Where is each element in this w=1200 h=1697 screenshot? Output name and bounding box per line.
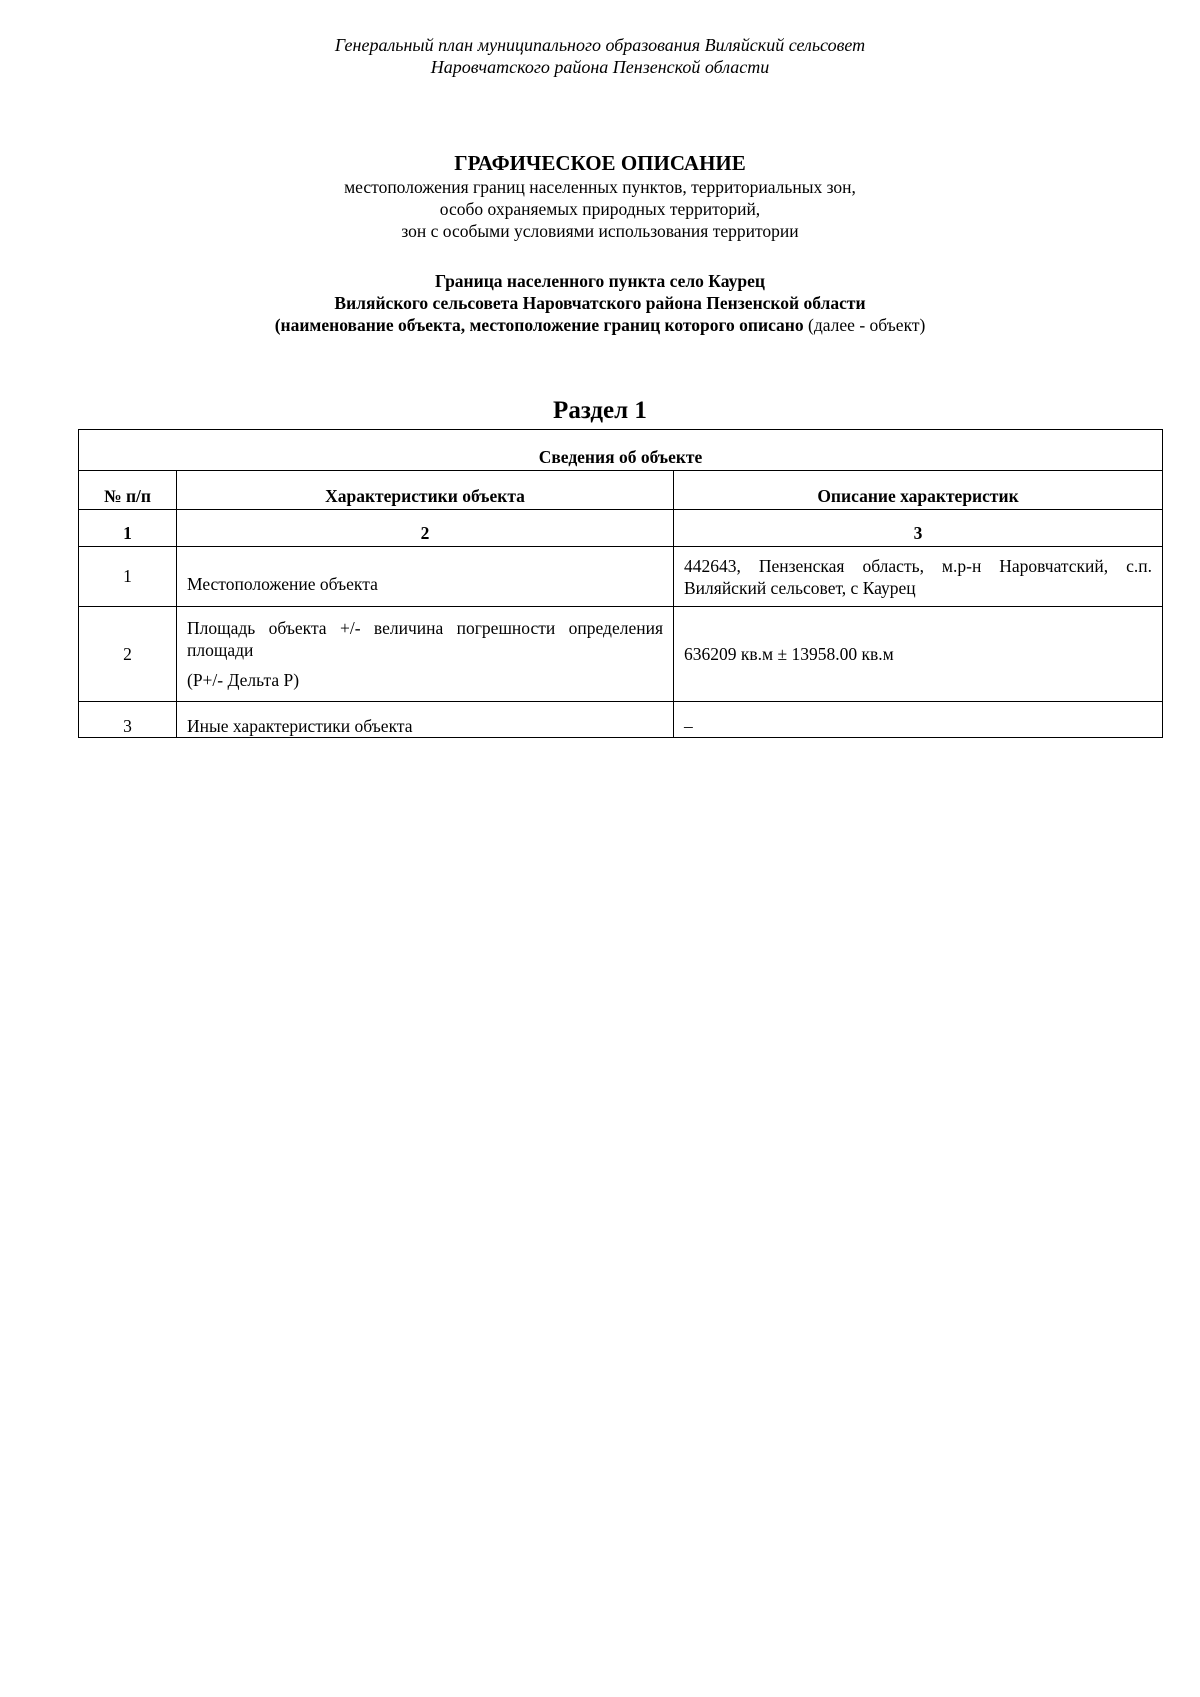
row-description: 442643, Пензенская область, м.р-н Наровчатский, с.п. Виляйский сельсовет, с Каурец — [674, 547, 1163, 607]
table-caption: Сведения об объекте — [79, 430, 1163, 471]
object-name-block — [0, 270, 1200, 336]
table-column-number-row — [79, 510, 1163, 547]
header-description: Описание характеристик — [674, 471, 1163, 510]
row-characteristic: Местоположение объекта — [177, 547, 674, 607]
table-row — [79, 702, 1163, 738]
table-caption-row — [79, 430, 1163, 471]
table-row — [79, 607, 1163, 702]
column-number-1: 1 — [79, 510, 177, 547]
document-title-block — [0, 150, 1200, 242]
header-characteristic: Характеристики объекта — [177, 471, 674, 510]
object-info-table — [78, 429, 1163, 738]
section-title: Раздел 1 — [553, 397, 647, 424]
document-subtitle-line-1: местоположения границ населенных пунктов, территориальных зон, — [344, 177, 856, 197]
row-characteristic: Площадь объекта +/- величина погрешности определения площади — [187, 618, 663, 660]
row-characteristic-note: (P+/- Дельта P) — [187, 670, 300, 690]
object-name-caption-rest: (далее - объект) — [803, 315, 926, 335]
row-description: – — [674, 702, 1163, 738]
object-name-line-3 — [0, 314, 1200, 336]
row-description: 636209 кв.м ± 13958.00 кв.м — [674, 607, 1163, 702]
column-number-2: 2 — [177, 510, 674, 547]
table-row — [79, 547, 1163, 607]
row-characteristic-cell — [177, 607, 674, 702]
header-number: № п/п — [79, 471, 177, 510]
running-header — [0, 34, 1200, 78]
document-title: ГРАФИЧЕСКОЕ ОПИСАНИЕ — [454, 151, 746, 175]
document-subtitle-line-3: зон с особыми условиями использования территории — [401, 221, 799, 241]
running-header-line-2: Наровчатского района Пензенской области — [430, 57, 770, 77]
column-number-3: 3 — [674, 510, 1163, 547]
object-name-line-2: Виляйского сельсовета Наровчатского района Пензенской области — [334, 293, 866, 313]
row-number: 2 — [79, 607, 177, 702]
row-number: 3 — [79, 702, 177, 738]
row-characteristic: Иные характеристики объекта — [177, 702, 674, 738]
row-number: 1 — [79, 547, 177, 607]
object-name-caption: (наименование объекта, местоположение границ которого описано — [274, 315, 804, 335]
object-name-line-1: Граница населенного пункта село Каурец — [435, 271, 765, 291]
table-header-row — [79, 471, 1163, 510]
document-subtitle-line-2: особо охраняемых природных территорий, — [439, 199, 761, 219]
running-header-line-1: Генеральный план муниципального образования Виляйский сельсовет — [334, 35, 866, 55]
